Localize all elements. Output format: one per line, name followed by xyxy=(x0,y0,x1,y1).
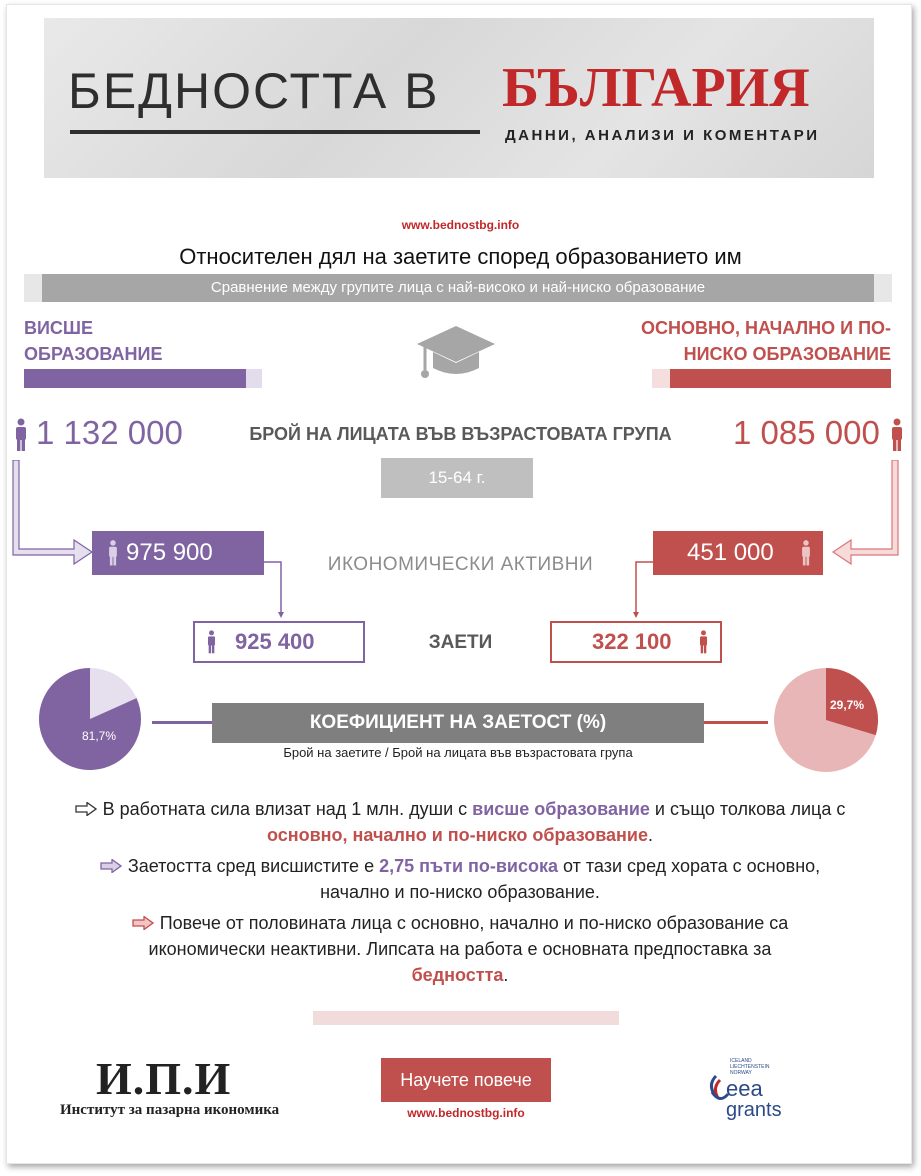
ipi-logo: И.П.И xyxy=(96,1053,232,1104)
person-icon xyxy=(888,418,906,452)
comparison-subtitle: Сравнение между групите лица с най-високо и най-ниско образование xyxy=(42,274,874,302)
finding-2 xyxy=(40,853,880,905)
finding-1 xyxy=(40,796,880,848)
employed-label: ЗАЕТИ xyxy=(428,632,493,653)
lower-active-count: 451 000 xyxy=(687,539,774,566)
graduation-cap-icon xyxy=(415,322,497,386)
lower-employed-box xyxy=(550,621,722,663)
age-group-box: 15-64 г. xyxy=(381,458,533,498)
lower-bar-rest xyxy=(652,369,670,388)
website-link-top[interactable]: www.bednostbg.info xyxy=(401,218,520,232)
population-label: БРОЙ НА ЛИЦАТА ВЪВ ВЪЗРАСТОВАТА ГРУПА xyxy=(249,424,672,444)
coefficient-formula: Брой на заетите / Брой на лицата във възрастовата група xyxy=(283,745,633,760)
lower-employed-count: 322 100 xyxy=(592,629,672,654)
finding-1-highlight-lower: начално и по-ниско образование xyxy=(352,825,649,845)
coefficient-title: КОЕФИЦИЕНТ НА ЗАЕТОСТ (%) xyxy=(212,703,704,743)
finding-3-period: . xyxy=(503,965,509,985)
finding-1-highlight-basic: основно xyxy=(266,825,343,845)
footer-divider xyxy=(313,1011,619,1025)
higher-small-connector xyxy=(262,560,292,622)
higher-education-label-line1: ВИСШЕ xyxy=(24,318,94,338)
learn-more-button[interactable]: Научете повече xyxy=(381,1058,551,1102)
higher-employed-count: 925 400 xyxy=(235,629,315,654)
finding-1-highlight-higher: висше образование xyxy=(472,799,650,819)
person-icon xyxy=(697,630,710,654)
higher-education-label-line2: ОБРАЗОВАНИЕ xyxy=(24,344,163,364)
coef-line-left xyxy=(152,721,212,724)
finding-1-text-a: В работната сила влизат над 1 млн. души с xyxy=(102,799,473,819)
finding-3-highlight: бедността xyxy=(411,965,504,985)
bullet-arrow-icon xyxy=(132,916,154,930)
finding-3-text-a: Повече от половината лица с основно, начално и по-ниско образование са икономически неактивни. Липсата на работа е основната предпоставка за xyxy=(148,913,789,959)
eea-country-2: LIECHTENSTEIN xyxy=(730,1064,770,1070)
lower-bar-fill xyxy=(670,369,891,388)
eea-country-1: ICELAND xyxy=(730,1058,752,1064)
subtitle-bar-left-cap xyxy=(24,274,42,302)
economically-active-label: ИКОНОМИЧЕСКИ АКТИВНИ xyxy=(327,554,594,575)
ipi-name: Институт за пазарна икономика xyxy=(60,1102,280,1118)
lower-education-label-line2: НИСКО ОБРАЗОВАНИЕ xyxy=(683,344,891,364)
header-subtitle: ДАННИ, АНАЛИЗИ И КОМЕНТАРИ xyxy=(505,127,820,144)
higher-active-count: 975 900 xyxy=(126,539,213,566)
header-title-part2: БЪЛГАРИЯ xyxy=(502,57,810,119)
header-title-part1: БЕДНОСТТА В xyxy=(68,63,440,119)
finding-2-text-a: Заетостта сред висшистите е xyxy=(127,856,380,876)
finding-2-highlight: 2,75 пъти по-висока xyxy=(379,856,559,876)
higher-population-count: 1 132 000 xyxy=(36,414,183,451)
higher-rate-label: 81,7% xyxy=(82,729,117,743)
higher-bar-fill xyxy=(24,369,246,388)
lower-education-label xyxy=(641,315,891,367)
lower-active-box xyxy=(653,531,823,575)
lower-education-label-line1: ОСНОВНО, НАЧАЛНО И ПО- xyxy=(641,318,891,338)
eea-grants-logo xyxy=(702,1056,802,1122)
main-title: Относителен дял на заетите според образованието им xyxy=(179,244,742,269)
key-findings xyxy=(40,796,880,993)
coef-line-right xyxy=(704,721,768,724)
person-icon xyxy=(799,539,813,567)
bullet-arrow-icon xyxy=(100,859,122,873)
finding-2-text-b: от тази сред хората с основно, начално и по-ниско образование. xyxy=(320,856,821,902)
finding-1-text-b: и също толкова лица с xyxy=(649,799,846,819)
header-underline xyxy=(70,130,480,134)
website-link-bottom[interactable]: www.bednostbg.info xyxy=(407,1106,525,1120)
bullet-arrow-icon xyxy=(75,802,97,816)
grants-text: grants xyxy=(726,1099,782,1121)
higher-bar-rest xyxy=(246,369,262,388)
lower-rate-pie xyxy=(773,667,879,773)
finding-1-comma: , xyxy=(342,825,353,845)
lower-small-connector xyxy=(624,560,656,622)
finding-1-period: . xyxy=(648,825,654,845)
lower-rate-label: 29,7% xyxy=(830,698,865,712)
lower-population-count: 1 085 000 xyxy=(733,414,880,451)
eea-country-3: NORWAY xyxy=(730,1070,752,1076)
subtitle-bar-right-cap xyxy=(874,274,892,302)
higher-rate-pie xyxy=(38,667,142,771)
higher-education-label xyxy=(24,315,162,367)
finding-3 xyxy=(40,910,880,988)
eea-text: eea xyxy=(726,1076,763,1101)
